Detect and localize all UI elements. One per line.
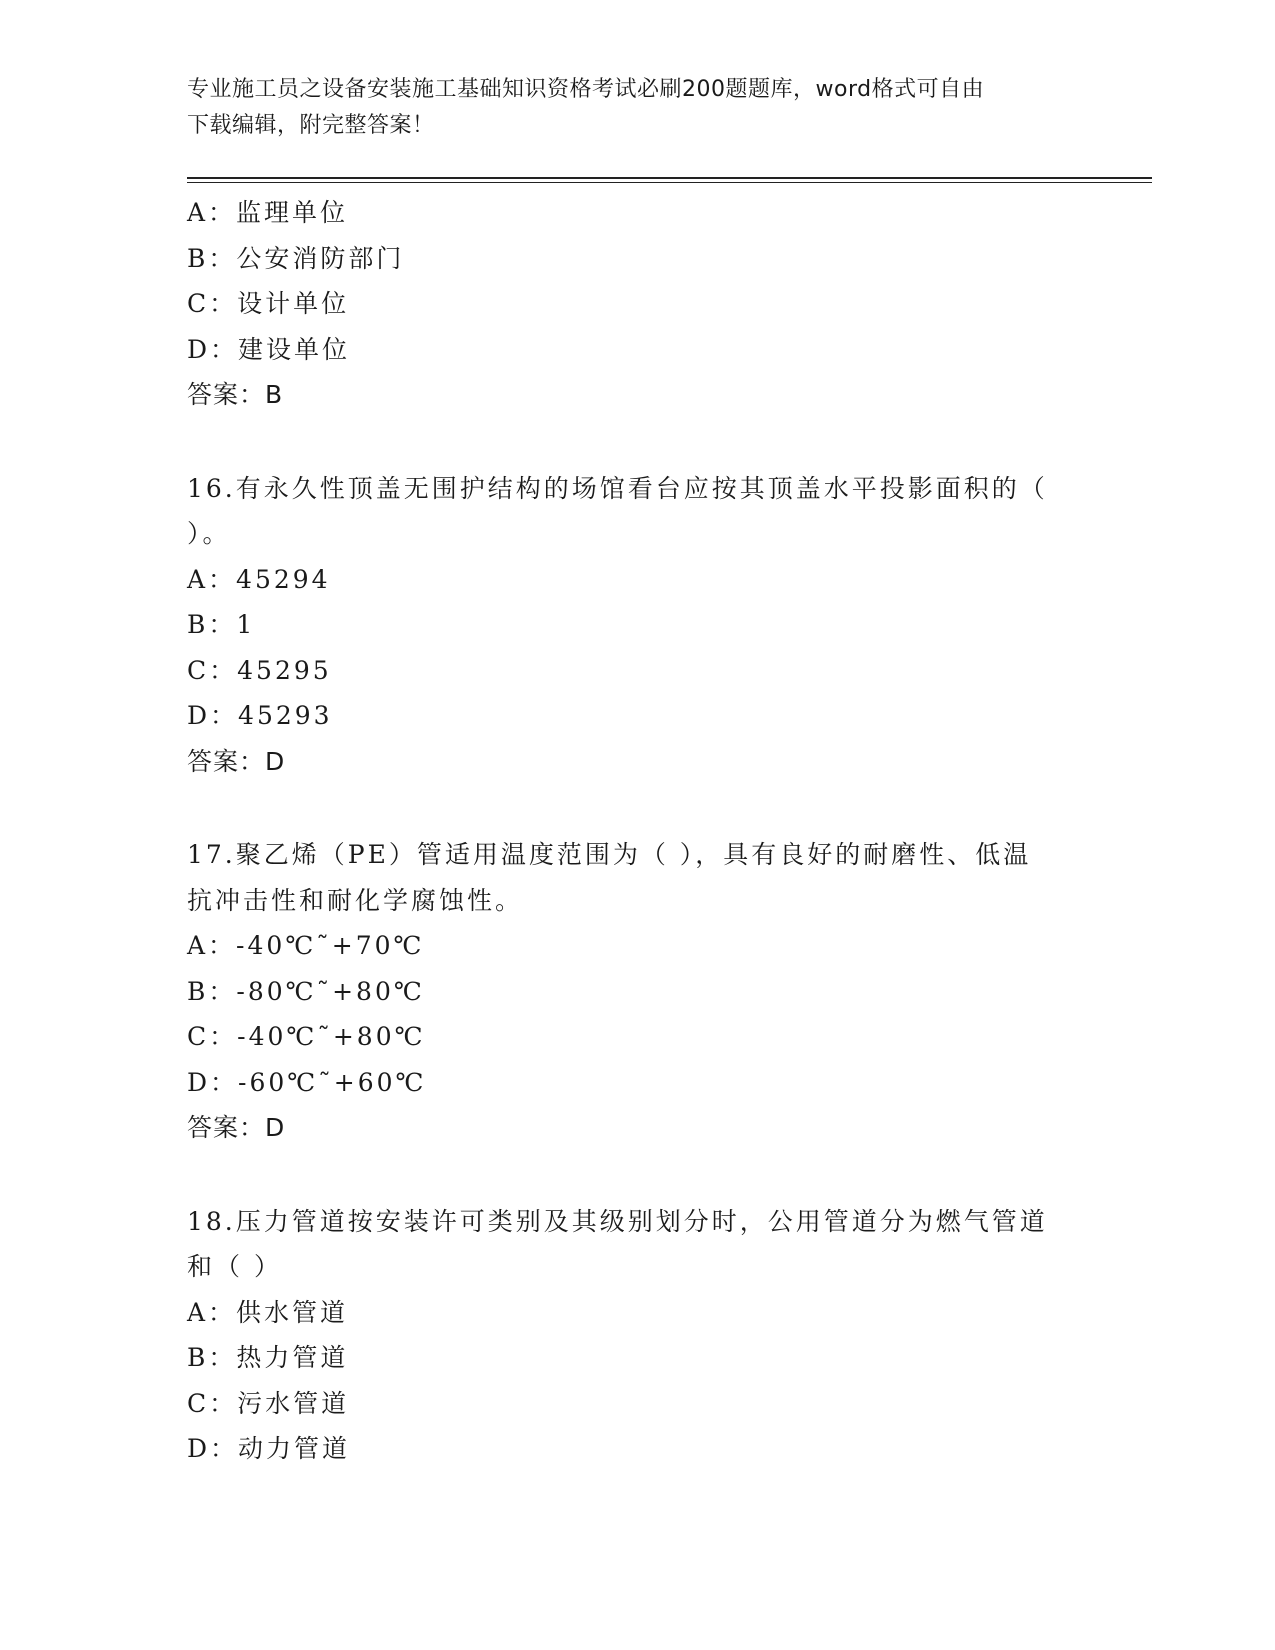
question-stem-line-2: 抗冲击性和耐化学腐蚀性。: [187, 885, 524, 915]
option-a: A：监理单位: [187, 198, 349, 227]
option-d: D：-60℃˜+60℃: [187, 1067, 427, 1097]
question-16: [187, 466, 1087, 785]
question-stem-line-1: 18.压力管道按安装许可类别及其级别划分时，公用管道分为燃气管道: [187, 1206, 1048, 1236]
option-c: C：污水管道: [187, 1388, 350, 1418]
document-header: [187, 72, 1087, 144]
option-b: B：-80℃˜+80℃: [187, 976, 425, 1006]
answer-line: 答案：B: [187, 380, 284, 409]
header-rule-thick: [187, 177, 1152, 179]
option-c: C：设计单位: [187, 289, 350, 318]
option-a: A：供水管道: [187, 1297, 349, 1327]
option-b: B：1: [187, 610, 256, 639]
question-stem-line-2: 和（ ）: [187, 1252, 282, 1281]
option-d: D：45293: [187, 701, 333, 730]
question-stem-line-1: 16.有永久性顶盖无围护结构的场馆看台应按其顶盖水平投影面积的（: [187, 473, 1048, 503]
question-18: [187, 1199, 1087, 1472]
option-a: A：-40℃˜+70℃: [187, 931, 425, 960]
option-c: C：45295: [187, 655, 332, 685]
option-d: D：动力管道: [187, 1434, 351, 1463]
header-line-2: 下载编辑，附完整答案！: [187, 113, 435, 138]
option-d: D：建设单位: [187, 334, 351, 364]
option-b: B：热力管道: [187, 1343, 349, 1372]
option-a: A：45294: [187, 564, 331, 594]
question-17: [187, 832, 1087, 1151]
question-stem-line-1: 17.聚乙烯（PE）管适用温度范围为（ ），具有良好的耐磨性、低温: [187, 840, 1032, 869]
option-c: C：-40℃˜+80℃: [187, 1022, 426, 1051]
header-line-1: 专业施工员之设备安装施工基础知识资格考试必刷200题题库，word格式可自由: [187, 77, 985, 102]
question-15-tail: [187, 190, 1087, 418]
question-list: [187, 190, 1087, 1472]
question-stem-line-2: ）。: [187, 519, 231, 548]
answer-line: 答案：D: [187, 1113, 286, 1142]
option-b: B：公安消防部门: [187, 243, 405, 273]
header-rule-thin: [187, 182, 1152, 183]
answer-line: 答案：D: [187, 746, 286, 776]
